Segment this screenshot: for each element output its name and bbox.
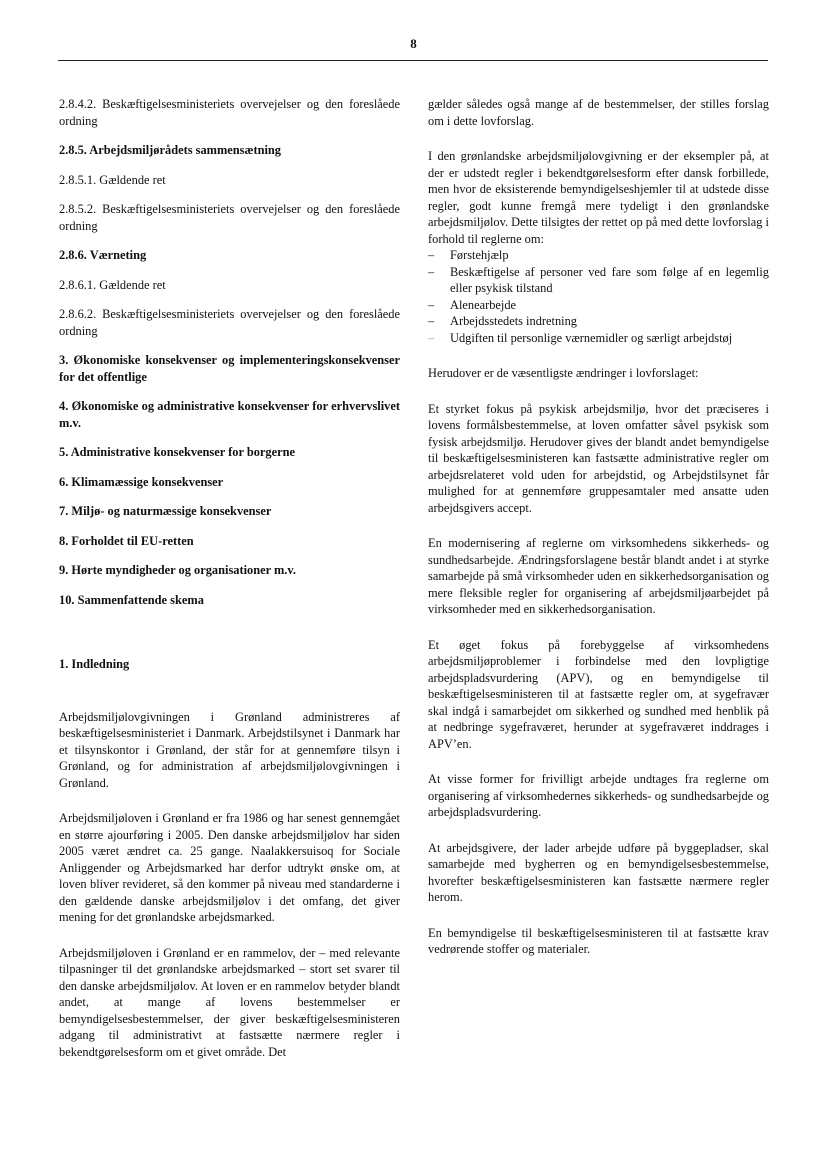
toc-entry-2-8-6-2: 2.8.6.2. Beskæftigelsesministeriets overvejelser og den foreslåede ordning	[59, 307, 400, 338]
list-item: – Førstehjælp	[428, 247, 769, 264]
toc-entry-2-8-6: 2.8.6. Værneting	[59, 248, 147, 262]
body-paragraph: At visse former for frivilligt arbejde undtages fra reglerne om organisering af virksomhedernes sikkerheds- og sundhedsarbejde og arbejdspladsvurdering.	[428, 772, 769, 819]
header-rule	[58, 60, 768, 61]
toc-entry-8: 8. Forholdet til EU-retten	[59, 533, 194, 548]
toc-entry-2-8-4-2: 2.8.4.2. Beskæftigelsesministeriets overvejelser og den foreslåede ordning	[59, 97, 400, 128]
body-paragraph: En modernisering af reglerne om virksomhedens sikkerheds- og sundhedsarbejde. Ændringsforslagene består blandt andet i at styrke samarbejde på små virksomheder uden en sikkerhedsorganisation og mere fleksible regler for organisering af arbejdsmiljøarbejdet på virksomheder med en sikkerhedsorganisation.	[428, 536, 769, 616]
left-column	[59, 96, 400, 1079]
list-item: – Alenearbejde	[428, 297, 769, 314]
body-paragraph: Arbejdsmiljøloven i Grønland er en rammelov, der – med relevante tilpasninger til det grønlandske arbejdsmarked – stort set svarer til den danske arbejdsmiljølov. At loven er en rammelov betyder blandt andet, at mange af lovens bestemmelser er bemyndigelsesbestemmelser, der giver beskæftigelsesministeren adgang til administrativt at fastsætte nærmere regler i bekendtgørelsesform om et givet område. Det	[59, 945, 400, 1059]
toc-entry-2-8-6-1: 2.8.6.1. Gældende ret	[59, 277, 166, 292]
body-paragraph: Herudover er de væsentligste ændringer i lovforslaget:	[428, 366, 699, 380]
toc-entry-2-8-5-1: 2.8.5.1. Gældende ret	[59, 172, 166, 187]
toc-entry-2-8-5: 2.8.5. Arbejdsmiljørådets sammensætning	[59, 143, 281, 157]
section-heading-indledning: 1. Indledning	[59, 657, 130, 671]
body-paragraph: En bemyndigelse til beskæftigelsesministeren til at fastsætte krav vedrørende stoffer og materialer.	[428, 925, 769, 956]
list-item: – Arbejdsstedets indretning	[428, 313, 769, 330]
toc-entry-2-8-5-2: 2.8.5.2. Beskæftigelsesministeriets overvejelser og den foreslåede ordning	[59, 202, 400, 233]
toc-entry-4: 4. Økonomiske og administrative konsekvenser for erhvervslivet m.v.	[59, 399, 400, 430]
toc-entry-7: 7. Miljø- og naturmæssige konsekvenser	[59, 504, 272, 518]
toc-entry-9: 9. Hørte myndigheder og organisationer m.v.	[59, 563, 297, 577]
body-paragraph: At arbejdsgivere, der lader arbejde udføre på byggepladser, skal samarbejde med bygherren og en bemyndigelsesbestemmelse, hvorefter beskæftigelsesministeren kan fastsætte nærmere regler herom.	[428, 840, 769, 904]
toc-entry-10: 10. Sammenfattende skema	[59, 592, 204, 607]
page-number: 8	[410, 36, 417, 51]
list-item: – Udgiften til personlige værnemidler og særligt arbejdstøj	[428, 330, 769, 347]
body-paragraph-continued: gælder således også mange af de bestemmelser, der stilles forslag om i dette lovforslag.	[428, 97, 769, 128]
list-item: – Beskæftigelse af personer ved fare som følge af en legemlig eller psykisk tilstand	[428, 264, 769, 297]
body-paragraph: Et øget fokus på forebyggelse af virksomhedens arbejdsmiljøproblemer i forbindelse med den lovpligtige arbejdspladsvurdering (APV), og en bemyndigelse til beskæftigelsesministeren til at fastsætte regler om, at sygefravær skal indgå i samarbejdet om sikkerhed og sundhed med henblik på at nedbringe sygefraværet, herunder at sygefraværet inddrages i APV’en.	[428, 637, 769, 751]
body-paragraph-intro: I den grønlandske arbejdsmiljølovgivning er der eksempler på, at der er udstedt regler i bekendtgørelsesform efter dansk forbillede, men hvor de eksisterende bemyndigelseshjemler til at udstede disse regler, godt kunne fremgå mere tydeligt i den grønlandske arbejdsmiljølov. Dette tilsigtes der rettet op på med dette lovforslag i forhold til reglerne om:	[428, 149, 769, 246]
toc-entry-5: 5. Administrative konsekvenser for borgerne	[59, 445, 295, 459]
body-paragraph: Arbejdsmiljølovgivningen i Grønland administreres af beskæftigelsesministeriet i Danmark. Arbejdstilsynet i Danmark har et tilsynskontor i Grønland, der står for at gennemføre tilsyn i Grønland, og for administration af arbejdsmiljølovgivningen i Grønland.	[59, 709, 400, 790]
toc-entry-6: 6. Klimamæssige konsekvenser	[59, 474, 224, 489]
body-paragraph: Et styrket fokus på psykisk arbejdsmiljø, hvor det præciseres i lovens formålsbestemmelse, at loven omfatter såvel psykisk som fysisk arbejdsmiljø. Herudover gives der blandt andet bemyndigelse til beskæftigelsesministeren kan fastsætte administrative regler om arbejdsrelateret vold uden for arbejdstid, og Arbejdstilsynet får mulighed for at gennemføre gruppesamtaler med ansatte uden arbejdsgivers accept.	[428, 401, 769, 515]
rules-list	[428, 247, 769, 346]
body-paragraph: Arbejdsmiljøloven i Grønland er fra 1986 og har senest gennemgået en større ajourføring i 2005. Den danske arbejdsmiljølov har siden 2005 været ændret ca. 25 gange. Naalakkersuisoq for Sociale Anliggender og Arbejdsmarked har derfor udtrykt ønske om, at loven bliver revideret, så den kommer på niveau med standarderne i den gældende danske arbejdsmiljølov i det omfang, det giver mening for det grønlandske arbejdsmarked.	[59, 811, 400, 924]
toc-entry-3: 3. Økonomiske konsekvenser og implementeringskonsekvenser for det offentlige	[59, 353, 400, 384]
right-column	[428, 96, 769, 977]
